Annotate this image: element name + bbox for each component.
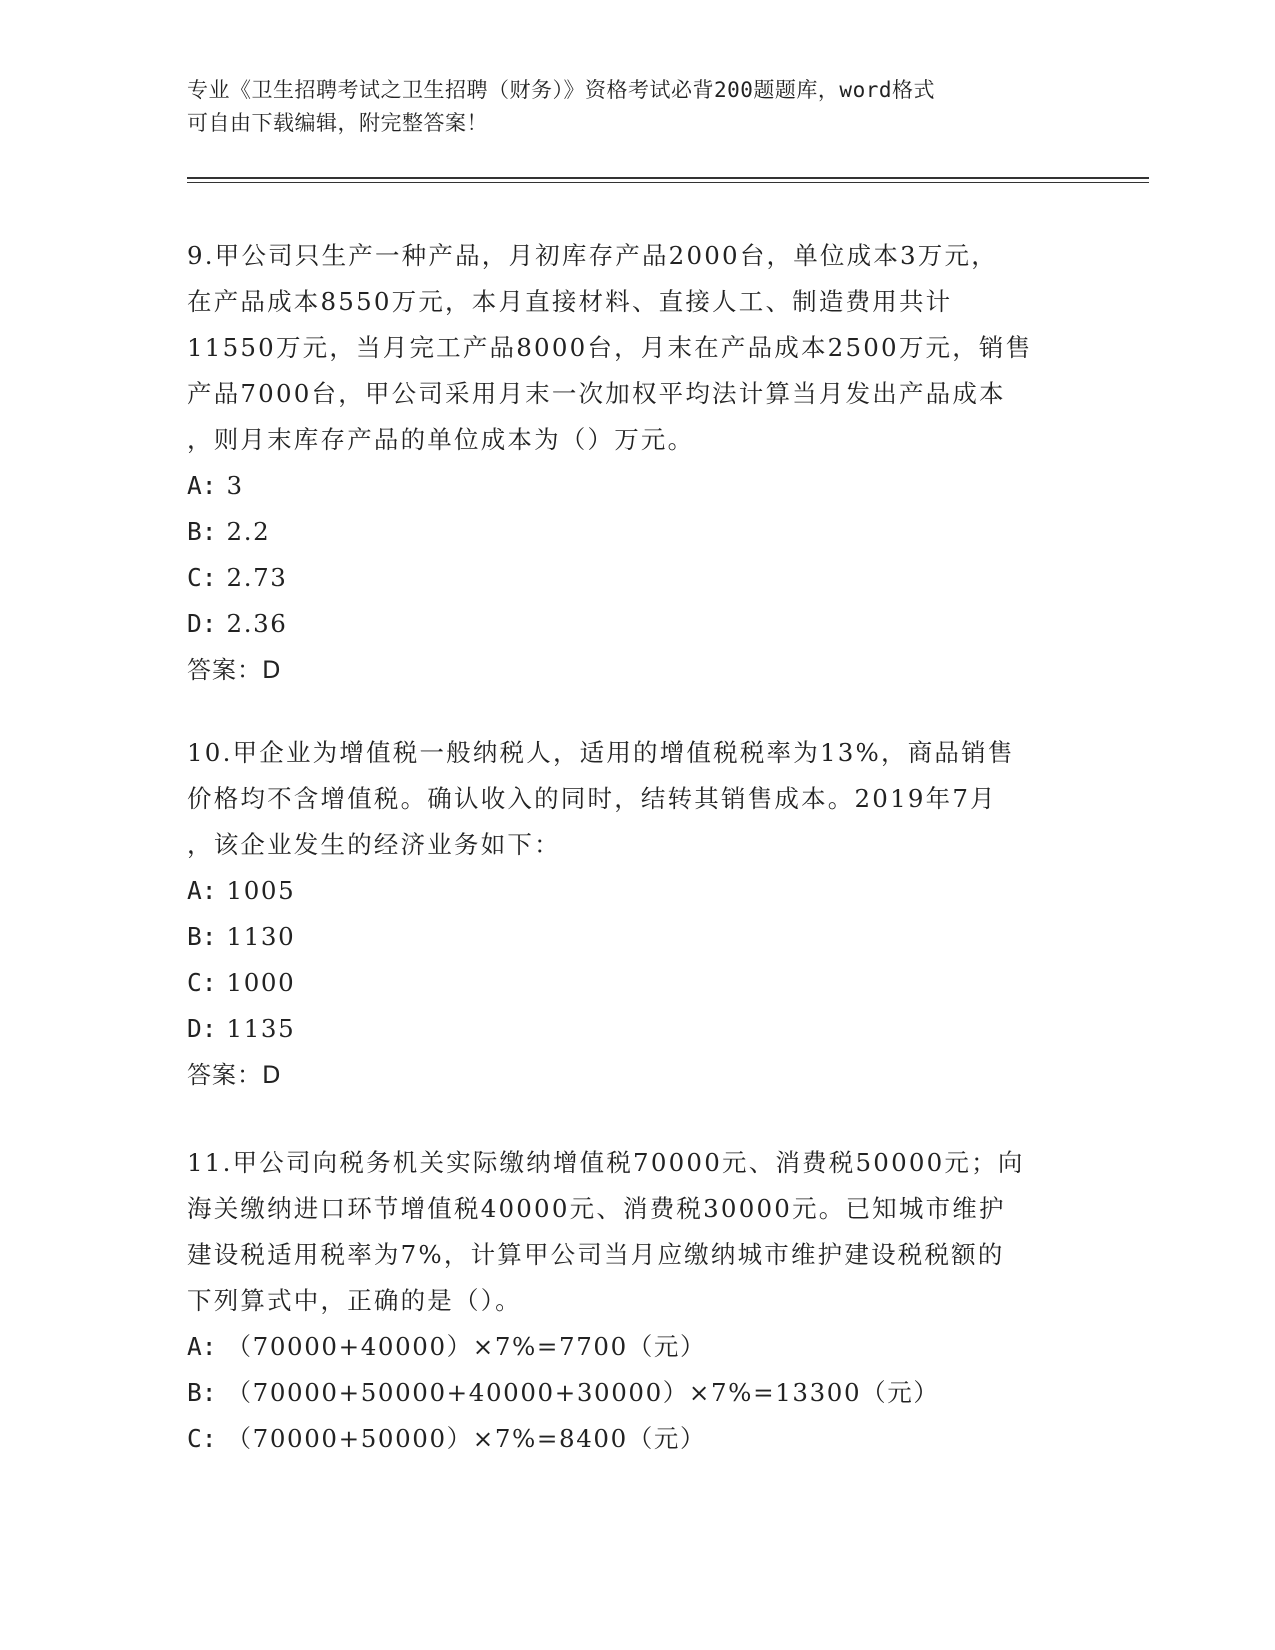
option-text: 2.36 [226,609,288,638]
option-text: （70000+50000+40000+30000）×7%=13300（元） [226,1378,940,1407]
stem-line: ，该企业发生的经济业务如下： [187,830,561,859]
option-text: （70000+50000）×7%=8400（元） [226,1424,707,1453]
option-c: C: 1000 [187,968,296,997]
question-stem [187,730,1087,868]
option-text: 2.73 [226,563,288,592]
option-text: 2.2 [226,517,271,546]
option-text: （70000+40000）×7%=7700（元） [226,1332,707,1361]
header-divider-thick [187,177,1149,179]
question-stem [187,1140,1087,1324]
stem-line: 产品7000台，甲公司采用月末一次加权平均法计算当月发出产品成本 [187,379,1006,408]
stem-line: 下列算式中，正确的是（）。 [187,1286,522,1315]
stem-line: 11.甲公司向税务机关实际缴纳增值税70000元、消费税50000元；向 [187,1148,1025,1177]
option-b: B: （70000+50000+40000+30000）×7%=13300（元） [187,1378,940,1407]
option-a: A: （70000+40000）×7%=7700（元） [187,1332,707,1361]
question-9 [187,233,1087,693]
option-text: 3 [226,471,244,500]
option-b: B: 2.2 [187,517,271,546]
stem-line: 9.甲公司只生产一种产品，月初库存产品2000台，单位成本3万元， [187,241,998,270]
option-c: C: （70000+50000）×7%=8400（元） [187,1424,707,1453]
option-a: A: 3 [187,471,244,500]
option-text: 1000 [226,968,296,997]
stem-line: 在产品成本8550万元，本月直接材料、直接人工、制造费用共计 [187,287,953,316]
stem-line: ，则月末库存产品的单位成本为（）万元。 [187,425,695,454]
option-d: D: 2.36 [187,609,288,638]
stem-line: 10.甲企业为增值税一般纳税人，适用的增值税税率为13%，商品销售 [187,738,1015,767]
stem-line: 价格均不含增值税。确认收入的同时，结转其销售成本。2019年7月 [187,784,997,813]
stem-line: 建设税适用税率为7%，计算甲公司当月应缴纳城市维护建设税税额的 [187,1240,1005,1269]
option-text: 1005 [226,876,296,905]
option-b: B: 1130 [187,922,296,951]
question-11 [187,1140,1087,1462]
header-line-1: 专业《卫生招聘考试之卫生招聘（财务）》资格考试必背200题题库，word格式 [187,78,935,102]
stem-line: 11550万元，当月完工产品8000台，月末在产品成本2500万元，销售 [187,333,1033,362]
option-text: 1135 [226,1014,296,1043]
answer-label: 答案：D [187,1061,282,1089]
question-stem [187,233,1087,463]
option-d: D: 1135 [187,1014,296,1043]
option-text: 1130 [226,922,296,951]
option-c: C: 2.73 [187,563,288,592]
header-line-2: 可自由下载编辑，附完整答案！ [187,111,488,135]
question-10 [187,730,1087,1098]
answer-label: 答案：D [187,656,282,684]
document-header [187,74,1067,140]
stem-line: 海关缴纳进口环节增值税40000元、消费税30000元。已知城市维护 [187,1194,1006,1223]
option-a: A: 1005 [187,876,296,905]
header-divider-thin [187,182,1149,183]
